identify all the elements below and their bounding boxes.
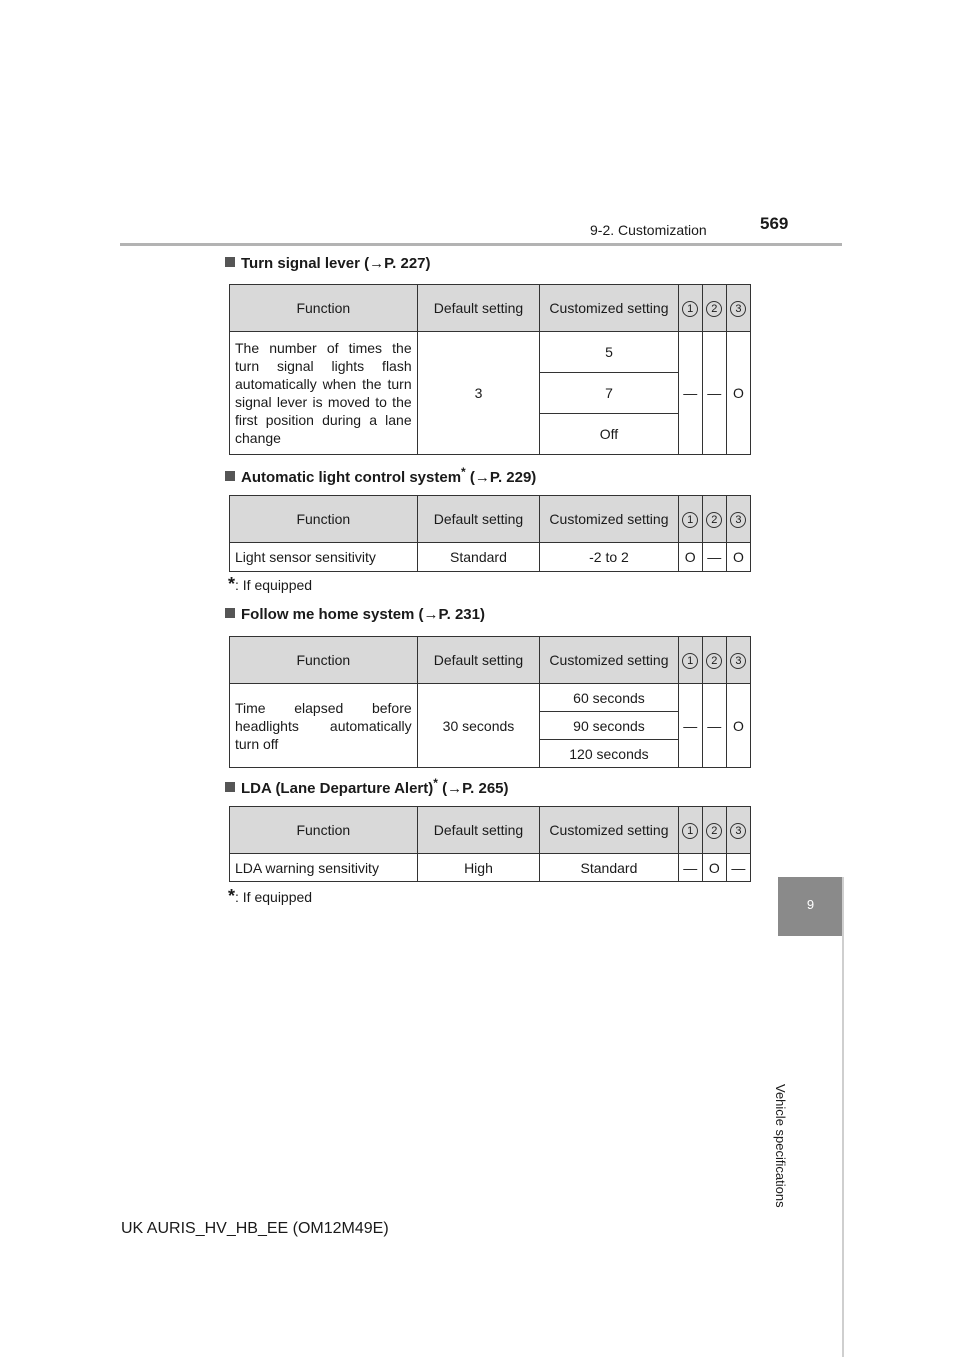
header-customized: Customized setting bbox=[540, 637, 678, 684]
default-cell: High bbox=[417, 854, 540, 882]
header-mode-3 bbox=[726, 496, 750, 543]
header-function: Function bbox=[230, 637, 418, 684]
circled-number-1-icon: 1 bbox=[682, 301, 698, 317]
mode-2-cell: — bbox=[702, 684, 726, 768]
function-cell: LDA warning sensitivity bbox=[230, 854, 418, 882]
mode-1-cell: — bbox=[678, 684, 702, 768]
square-bullet-icon bbox=[225, 608, 235, 618]
header-mode-1 bbox=[678, 496, 702, 543]
header-mode-3 bbox=[726, 285, 750, 332]
page-header bbox=[120, 212, 842, 246]
document-id: UK AURIS_HV_HB_EE (OM12M49E) bbox=[121, 1220, 389, 1237]
section-title: LDA (Lane Departure Alert)* (→P. 265) bbox=[225, 776, 509, 797]
footnote-marker: * bbox=[228, 886, 236, 906]
circled-number-3-icon: 3 bbox=[730, 512, 746, 528]
chapter-number: 9 bbox=[806, 897, 815, 912]
section-title: Follow me home system (→P. 231) bbox=[225, 606, 485, 623]
mode-3-cell: O bbox=[726, 684, 750, 768]
chapter-tab bbox=[778, 877, 843, 936]
header-mode-2 bbox=[702, 807, 726, 854]
header-default: Default setting bbox=[417, 285, 540, 332]
default-cell: 3 bbox=[417, 332, 540, 455]
footnote: *: If equipped bbox=[228, 886, 313, 906]
circled-number-3-icon: 3 bbox=[730, 653, 746, 669]
header-function: Function bbox=[230, 285, 418, 332]
mode-3-cell: O bbox=[726, 332, 750, 455]
option-cell: 5 bbox=[540, 332, 678, 373]
mode-1-cell: — bbox=[678, 332, 702, 455]
circled-number-2-icon: 2 bbox=[706, 653, 722, 669]
header-mode-3 bbox=[726, 807, 750, 854]
mode-2-cell: — bbox=[702, 332, 726, 455]
chapter-label: Vehicle specifications bbox=[773, 1084, 788, 1208]
header-mode-2 bbox=[702, 637, 726, 684]
header-customized: Customized setting bbox=[540, 807, 678, 854]
default-cell: Standard bbox=[417, 543, 540, 572]
circled-number-1-icon: 1 bbox=[682, 823, 698, 839]
table-row bbox=[230, 332, 751, 373]
section-title: Turn signal lever (→P. 227) bbox=[225, 255, 431, 272]
circled-number-2-icon: 2 bbox=[706, 512, 722, 528]
section-title: Automatic light control system* (→P. 229) bbox=[225, 465, 536, 486]
circled-number-1-icon: 1 bbox=[682, 653, 698, 669]
square-bullet-icon bbox=[225, 257, 235, 267]
option-cell: Off bbox=[540, 414, 678, 455]
customization-table bbox=[229, 284, 751, 455]
mode-3-cell: O bbox=[726, 543, 750, 572]
header-mode-1 bbox=[678, 807, 702, 854]
header-mode-1 bbox=[678, 637, 702, 684]
table-row bbox=[230, 854, 751, 882]
mode-1-cell: O bbox=[678, 543, 702, 572]
circled-number-3-icon: 3 bbox=[730, 301, 746, 317]
circled-number-3-icon: 3 bbox=[730, 823, 746, 839]
header-mode-2 bbox=[702, 285, 726, 332]
footnote-marker: * bbox=[461, 465, 466, 479]
header-mode-2 bbox=[702, 496, 726, 543]
circled-number-2-icon: 2 bbox=[706, 823, 722, 839]
table-row bbox=[230, 543, 751, 572]
customization-table bbox=[229, 495, 751, 572]
option-cell: 90 seconds bbox=[540, 712, 678, 740]
default-cell: 30 seconds bbox=[417, 684, 540, 768]
option-cell: Standard bbox=[540, 854, 678, 882]
mode-2-cell: — bbox=[702, 543, 726, 572]
circled-number-2-icon: 2 bbox=[706, 301, 722, 317]
section-label: 9-2. Customization bbox=[590, 222, 707, 238]
table-header-row bbox=[230, 285, 751, 332]
header-function: Function bbox=[230, 807, 418, 854]
function-cell: Light sensor sensitivity bbox=[230, 543, 418, 572]
page-number: 569 bbox=[760, 214, 789, 233]
option-cell: 60 seconds bbox=[540, 684, 678, 712]
table-row bbox=[230, 684, 751, 712]
footnote-marker: * bbox=[433, 776, 438, 790]
square-bullet-icon bbox=[225, 782, 235, 792]
footnote-marker: * bbox=[228, 574, 236, 594]
mode-2-cell: O bbox=[702, 854, 726, 882]
header-mode-1 bbox=[678, 285, 702, 332]
header-function: Function bbox=[230, 496, 418, 543]
header-mode-3 bbox=[726, 637, 750, 684]
table-header-row bbox=[230, 637, 751, 684]
square-bullet-icon bbox=[225, 471, 235, 481]
function-cell: The number of times the turn signal lights flash automatically when the turn signal lever is moved to the first position during a lane change bbox=[230, 332, 418, 455]
mode-3-cell: — bbox=[726, 854, 750, 882]
function-cell: Time elapsed before headlights automatically turn off bbox=[230, 684, 418, 768]
header-default: Default setting bbox=[417, 637, 540, 684]
customization-table bbox=[229, 636, 751, 768]
table-header-row bbox=[230, 496, 751, 543]
header-customized: Customized setting bbox=[540, 285, 678, 332]
mode-1-cell: — bbox=[678, 854, 702, 882]
option-cell: 120 seconds bbox=[540, 740, 678, 768]
header-default: Default setting bbox=[417, 807, 540, 854]
table-header-row bbox=[230, 807, 751, 854]
chapter-tab-rule bbox=[842, 877, 844, 1357]
circled-number-1-icon: 1 bbox=[682, 512, 698, 528]
footnote: *: If equipped bbox=[228, 574, 313, 594]
option-cell: 7 bbox=[540, 373, 678, 414]
option-cell: -2 to 2 bbox=[540, 543, 678, 572]
header-customized: Customized setting bbox=[540, 496, 678, 543]
header-rule bbox=[120, 243, 842, 246]
customization-table bbox=[229, 806, 751, 882]
header-default: Default setting bbox=[417, 496, 540, 543]
